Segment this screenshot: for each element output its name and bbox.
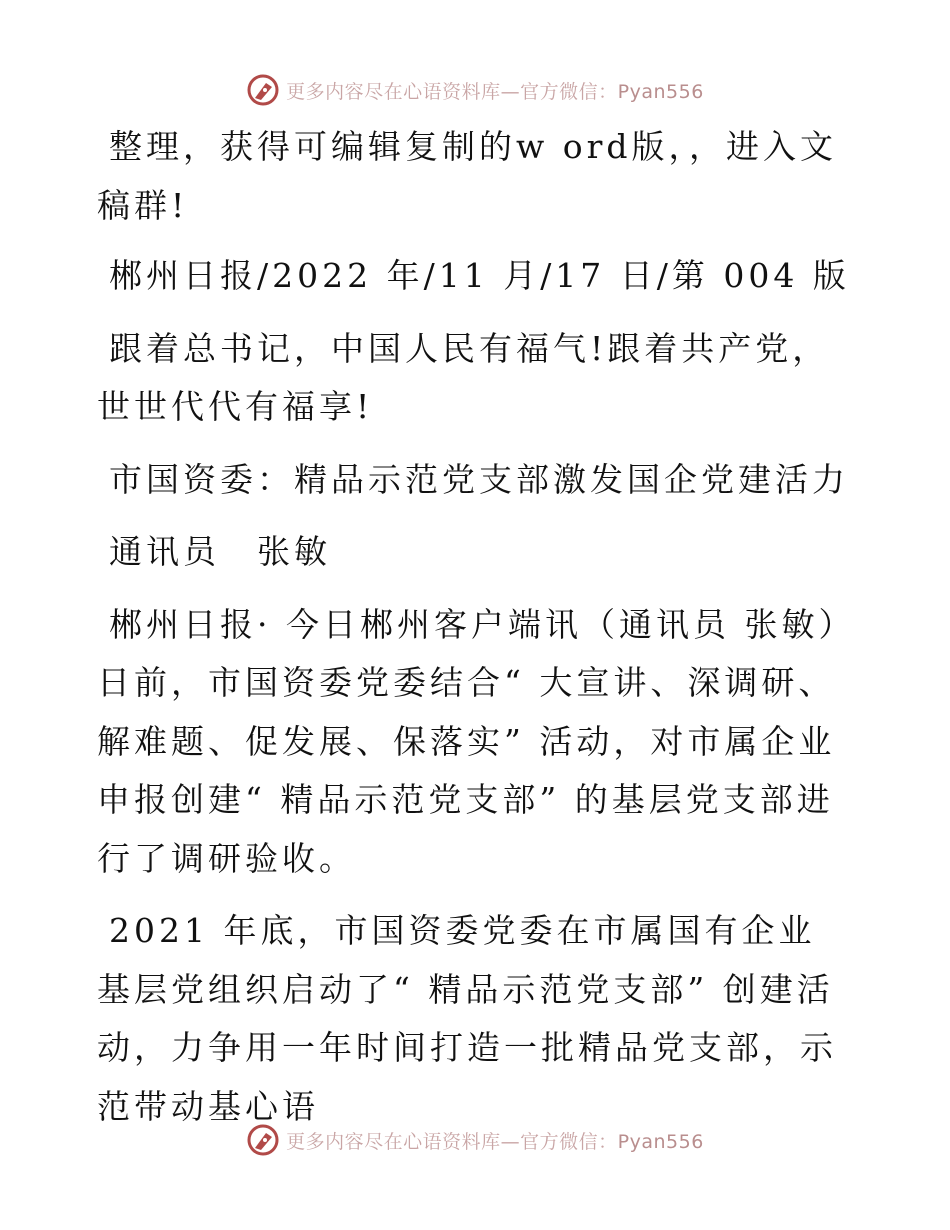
watermark-header bbox=[0, 70, 950, 110]
paragraph-slogan: 跟着总书记，中国人民有福气!跟着共产党，世世代代有福享! bbox=[97, 328, 830, 426]
pen-nib-logo-icon bbox=[246, 73, 280, 107]
watermark-text: 更多内容尽在心语资料库—官方微信：Pyan556 bbox=[286, 1130, 704, 1153]
pen-nib-logo-icon bbox=[246, 1123, 280, 1157]
article-byline: 通讯员 张敏 bbox=[109, 532, 331, 571]
watermark-text: 更多内容尽在心语资料库—官方微信：Pyan556 bbox=[286, 80, 704, 103]
document-body bbox=[97, 118, 852, 1136]
paragraph-lead: 郴州日报· 今日郴州客户端讯（通讯员 张敏）日前，市国资委党委结合“ 大宣讲、深调研、解难题、促发展、保落实” 活动，对市属企业申报创建“ 精品示范党支部” 的基层党支部进行了调研验收。 bbox=[97, 604, 839, 878]
paragraph-source: 郴州日报/2022 年/11 月/17 日/第 004 版 bbox=[109, 256, 850, 295]
article-title: 市国资委：精品示范党支部激发国企党建活力 bbox=[109, 459, 849, 499]
paragraph-body: 2021 年底，市国资委党委在市属国有企业基层党组织启动了“ 精品示范党支部” 创建活动，力争用一年时间打造一批精品党支部，示范带动基心语 bbox=[97, 911, 837, 1126]
watermark-footer bbox=[0, 1120, 950, 1160]
paragraph-intro: 整理，获得可编辑复制的w ord版，，进入文稿群! bbox=[97, 127, 838, 225]
